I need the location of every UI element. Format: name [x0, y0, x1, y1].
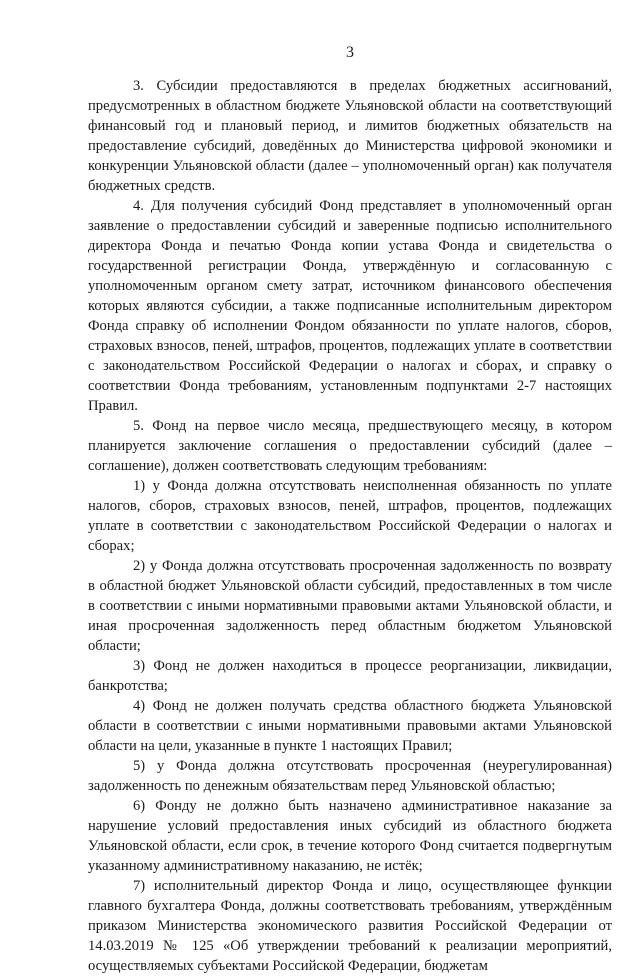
page-number: 3 — [346, 44, 354, 61]
paragraph-item-3: 3. Субсидии предоставляются в пределах бюджетных ассигнований, предусмотренных в областном бюджете Ульяновской области на соответствующий финансовый год и плановый период, и лимитов бюджетных обязательств на предоставление субсидий, доведённых до Министерства цифровой экономики и конкуренции Ульяновской области (далее – уполномоченный орган) как получателя бюджетных средств. — [88, 78, 612, 194]
subitem-1: 1) у Фонда должна отсутствовать неисполненная обязанность по уплате налогов, сборов, страховых взносов, пеней, штрафов, процентов, подлежащих уплате в соответствии с законодательством Российской Федерации о налогах и сборах; — [88, 478, 612, 554]
subitem-6: 6) Фонду не должно быть назначено административное наказание за нарушение условий предоставления иных субсидий из областного бюджета Ульяновской области, если срок, в течение которого Фонд считается подвергнутым указанному административному наказанию, не истёк; — [88, 798, 612, 874]
paragraph-item-5: 5. Фонд на первое число месяца, предшествующего месяцу, в котором планируется заключение соглашения о предоставлении субсидий (далее – соглашение), должен соответствовать следующим требованиям: — [88, 418, 612, 474]
subitem-5: 5) у Фонда должна отсутствовать просроченная (неурегулированная) задолженность по денежным обязательствам перед Ульяновской областью; — [88, 758, 612, 794]
subitem-7: 7) исполнительный директор Фонда и лицо, осуществляющее функции главного бухгалтера Фонда, должны соответствовать требованиям, утверждённым приказом Министерства экономического развития Российской Федерации от 14.03.2019 № 125 «Об утверждении требований к реализации мероприятий, осуществляемых субъектами Российской Федерации, бюджетам — [88, 878, 612, 974]
document-body — [88, 76, 612, 976]
subitem-3: 3) Фонд не должен находиться в процессе реорганизации, ликвидации, банкротства; — [88, 658, 612, 694]
subitem-4: 4) Фонд не должен получать средства областного бюджета Ульяновской области в соответствии с иными нормативными правовыми актами Ульяновской области на цели, указанные в пункте 1 настоящих Правил; — [88, 698, 612, 754]
subitem-2: 2) у Фонда должна отсутствовать просроченная задолженность по возврату в областной бюджет Ульяновской области субсидий, предоставленных в том числе в соответствии с иными нормативными правовыми актами Ульяновской области, и иная просроченная задолженность перед областным бюджетом Ульяновской области; — [88, 558, 612, 654]
paragraph-item-4: 4. Для получения субсидий Фонд представляет в уполномоченный орган заявление о предоставлении субсидий и заверенные подписью исполнительного директора Фонда и печатью Фонда копии устава Фонда и свидетельства о государственной регистрации Фонда, утверждённую и согласованную с уполномоченным органом смету затрат, источником финансового обеспечения которых являются субсидии, а также подписанные исполнительным директором Фонда справку об исполнении Фондом обязанности по уплате налогов, сборов, страховых взносов, пеней, штрафов, процентов, подлежащих уплате в соответствии с законодательством Российской Федерации о налогах и сборах, и справку о соответствии Фонда требованиям, установленным подпунктами 2-7 настоящих Правил. — [88, 198, 612, 414]
